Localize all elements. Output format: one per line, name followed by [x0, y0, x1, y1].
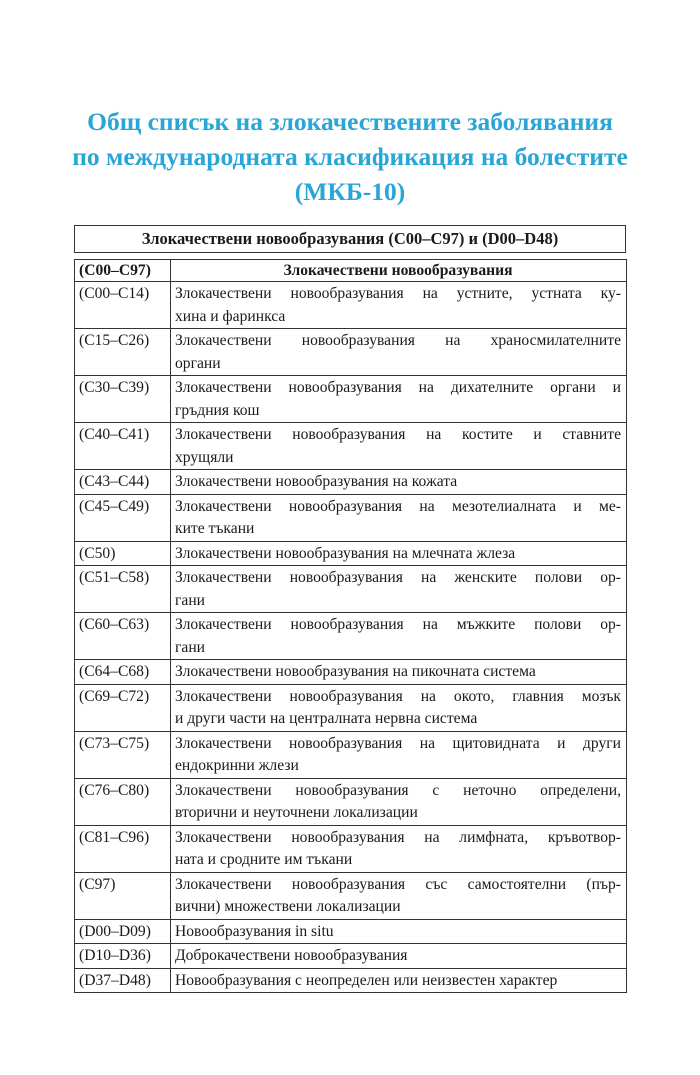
code-cell: (D37–D48): [75, 968, 171, 993]
description-line: Злокачествени новообразувания на храносмилателните: [175, 332, 621, 349]
description-line: Злокачествени новообразувания на мезотелиалната и ме-: [175, 497, 621, 515]
code-cell: (C40–C41): [75, 423, 171, 470]
description-line: Злокачествени новообразувания на женските полови ор-: [175, 569, 621, 586]
description-cell: [171, 470, 627, 495]
code-cell: (C64–C68): [75, 660, 171, 685]
description-line: гръдния кош: [175, 401, 260, 419]
description-line: ендокринни жлези: [175, 757, 299, 774]
description-cell: [171, 329, 627, 376]
code-cell: (C30–C39): [75, 376, 171, 423]
description-cell: [171, 541, 627, 566]
description-line: хина и фаринкса: [175, 307, 286, 325]
table-row: [75, 470, 627, 495]
code-cell: (D00–D09): [75, 919, 171, 944]
table-row: [75, 825, 627, 872]
description-line: ките тъкани: [175, 520, 255, 537]
description-cell: [171, 944, 627, 969]
table-row: [75, 968, 627, 993]
code-cell: (C51–C58): [75, 566, 171, 613]
code-cell: (C81–C96): [75, 825, 171, 872]
description-cell: [171, 731, 627, 778]
description-line: Злокачествени новообразувания на млечната жлеза: [175, 544, 516, 562]
description-line: Злокачествени новообразувания на лимфната, кръвотвор-: [175, 828, 621, 846]
table-body: [75, 282, 627, 993]
table-row: [75, 872, 627, 919]
code-cell: (C00–C14): [75, 282, 171, 329]
description-cell: [171, 919, 627, 944]
table-row: [75, 376, 627, 423]
title-line-1: Общ списък на злокачествените заболявания: [87, 107, 613, 136]
description-line: Злокачествени новообразувания на кожата: [175, 473, 458, 490]
table-row: [75, 329, 627, 376]
description-cell: [171, 872, 627, 919]
description-line: Новообразувания с неопределен или неизвестен характер: [175, 971, 558, 989]
table-row: [75, 684, 627, 731]
description-line: Злокачествени новообразувания на устните, устната ку-: [175, 285, 621, 302]
section-header: Злокачествени новообразувания (C00–C97) и (D00–D48): [75, 226, 626, 253]
section-header-table: [74, 225, 626, 253]
description-line: Злокачествени новообразувания на щитовидната и други: [175, 734, 621, 752]
classification-tables: [74, 225, 626, 993]
table-row: [75, 494, 627, 541]
description-line: Новообразувания in situ: [175, 922, 334, 940]
table-row: [75, 731, 627, 778]
code-cell: (C15–C26): [75, 329, 171, 376]
table-row: [75, 282, 627, 329]
description-cell: [171, 282, 627, 329]
table-row: [75, 778, 627, 825]
code-cell: (C60–C63): [75, 613, 171, 660]
table-row: [75, 660, 627, 685]
description-line: хрущяли: [175, 448, 234, 466]
title-line-2: по международната класификация на болестите: [72, 142, 628, 171]
code-cell: (C97): [75, 872, 171, 919]
description-line: Доброкачествени новообразувания: [175, 947, 408, 964]
code-cell: (C73–C75): [75, 731, 171, 778]
description-column-header: Злокачествени новообразувания: [171, 260, 627, 282]
code-cell: (C76–C80): [75, 778, 171, 825]
table-row: [75, 566, 627, 613]
description-line: и други части на централната нервна система: [175, 710, 478, 727]
code-cell: (C50): [75, 541, 171, 566]
code-cell: (D10–D36): [75, 944, 171, 969]
table-row: [75, 541, 627, 566]
description-cell: [171, 660, 627, 685]
description-cell: [171, 566, 627, 613]
description-cell: [171, 968, 627, 993]
description-line: гани: [175, 638, 206, 656]
table-row: [75, 423, 627, 470]
description-line: Злокачествени новообразувания на мъжките полови ор-: [175, 616, 621, 633]
description-cell: [171, 613, 627, 660]
description-line: органи: [175, 354, 221, 372]
table-row: [75, 919, 627, 944]
table-row: [75, 944, 627, 969]
description-line: Злокачествени новообразувания на пикочната система: [175, 663, 536, 680]
table-row: [75, 613, 627, 660]
description-line: ната и сродните им тъкани: [175, 851, 353, 868]
code-column-header: (C00–C97): [75, 260, 171, 282]
description-cell: [171, 825, 627, 872]
description-line: Злокачествени новообразувания с неточно определени,: [175, 781, 621, 799]
page-title: [0, 104, 700, 209]
code-cell: (C45–C49): [75, 494, 171, 541]
description-line: Злокачествени новообразувания на окото, главния мозък: [175, 687, 621, 705]
description-line: гани: [175, 591, 206, 609]
description-line: вични) множествени локализации: [175, 898, 401, 915]
description-line: Злокачествени новообразувания със самостоятелни (пър-: [175, 875, 621, 893]
title-line-3: (МКБ-10): [294, 177, 406, 206]
description-cell: [171, 376, 627, 423]
description-cell: [171, 423, 627, 470]
description-cell: [171, 494, 627, 541]
code-cell: (C43–C44): [75, 470, 171, 495]
description-cell: [171, 778, 627, 825]
description-line: вторични и неуточнени локализации: [175, 804, 418, 821]
classification-table: [74, 259, 627, 993]
table-header-row: [75, 260, 627, 282]
description-cell: [171, 684, 627, 731]
description-line: Злокачествени новообразувания на дихателните органи и: [175, 379, 621, 396]
code-cell: (C69–C72): [75, 684, 171, 731]
description-line: Злокачествени новообразувания на костите и ставните: [175, 426, 621, 443]
